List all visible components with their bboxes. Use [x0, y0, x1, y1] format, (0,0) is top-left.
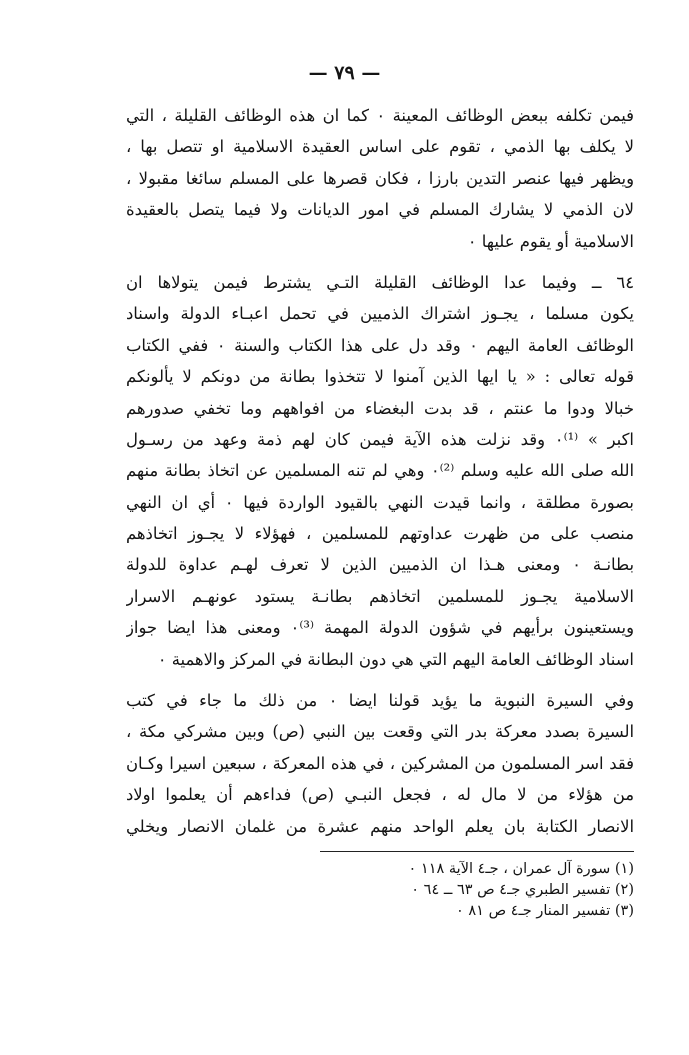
text-line: يكون مسلما ، يجـوز اشتراك الذميين في تحمل اعبـاء الدولة واسناد: [126, 304, 634, 324]
text-line: فقد اسر المسلمون من المشركين ، في هذه المعركة ، سبعين اسيرا وكـان: [126, 753, 634, 773]
text-line: لان الذمي لا يشارك المسلم في امور الديانات ولا فيما يتصل بالعقيدة: [126, 200, 634, 220]
text-line: الانصار الكتابة بان يعلم الواحد منهم عشرة من غلمان الانصار ويخلي: [126, 816, 634, 836]
text-line: الوظائف العامة اليهم ٠ وقد دل على هذا الكتاب والسنة ٠ ففي الكتاب: [126, 335, 634, 355]
text-line: وفي السيرة النبوية ما يؤيد قولنا ايضا ٠ من ذلك ما جاء في كتب: [126, 691, 634, 711]
footnotes: [200, 859, 634, 922]
text-line: السيرة بصدد معركة بدر التي وقعت بين النبي (ص) وبين مشركي مكة ،: [126, 722, 634, 742]
text-line: الاسلامية أو يقوم عليها ٠: [467, 231, 634, 251]
text-line: ٦٤ ــ وفيما عدا الوظائف القليلة التـي يشترط فيمن يتولاها ان: [126, 272, 634, 292]
paragraph-spacer: [126, 257, 634, 267]
text-line: بطانـة ٠ ومعنى هـذا ان الذميين الذين لا تعرف لهـم عداوة للدولة: [126, 555, 634, 575]
text-line: بصورة مطلقة ، وانما قيدت النهي بالقيود الواردة فيها ٠ أي ان النهي: [126, 492, 634, 512]
text-line: من هؤلاء من لا مال له ، فجعل النبـي (ص) فداءهم أن يعلموا اولاد: [126, 785, 634, 805]
text-line: ويظهر فيها عنصر التدين بارزا ، فكان قصرها على المسلم سائغا مقبولا ،: [126, 168, 634, 188]
text-line: فيمن تكلفه ببعض الوظائف المعينة ٠ كما ان هذه الوظائف القليلة ، التي: [126, 106, 634, 125]
body-text: [126, 100, 634, 842]
paragraph-2: [126, 267, 634, 675]
text-line: الاسلامية يجـوز للمسلمين اتخاذهم بطانـة يستود عونهـم الاسرار: [126, 586, 634, 606]
text-line: قوله تعالى : « يا ايها الذين آمنوا لا تتخذوا بطانة من دونكم لا يألونكم: [126, 367, 634, 387]
text-line: اسناد الوظائف العامة اليهم التي هي دون البطانة في المركز والاهمية ٠: [157, 649, 634, 669]
footnote-2: (٢) تفسير الطبري جـ٤ ص ٦٣ ــ ٦٤ ٠: [411, 882, 634, 898]
text-line: ويستعينون برأيهم في شؤون الدولة المهمة ⁽³⁾٠ ومعنى هذا ايضا جواز: [126, 618, 634, 638]
footnote-3: (٣) تفسير المنار جـ٤ ص ٨١ ٠: [455, 903, 634, 919]
text-line: لا يكلف بها الذمي ، تقوم على اساس العقيدة الاسلامية او تتصل بها ،: [126, 137, 634, 157]
paragraph-3: [126, 685, 634, 842]
footnote-1: (١) سورة آل عمران ، جـ٤ الآية ١١٨ ٠: [408, 861, 634, 877]
page-number: — ٧٩ —: [308, 62, 381, 84]
text-line: الله صلى الله عليه وسلم ⁽²⁾٠ وهي لم تنه المسلمين عن اتخاذ بطانة منهم: [126, 461, 634, 481]
text-line: منصب على من ظهرت عداوتهم للمسلمين ، فهؤلاء لا يجـوز اتخاذهم: [126, 524, 634, 544]
footnote-divider: [320, 851, 634, 852]
text-line: اكبر » ⁽¹⁾٠ وقد نزلت هذه الآية فيمن كان لهم ذمة وعهد من رسـول: [126, 429, 634, 449]
text-line: خبالا ودوا ما عنتم ، قد بدت البغضاء من افواههم وما تخفي صدورهم: [126, 398, 634, 418]
paragraph-spacer: [126, 675, 634, 685]
paragraph-1: [126, 100, 634, 257]
